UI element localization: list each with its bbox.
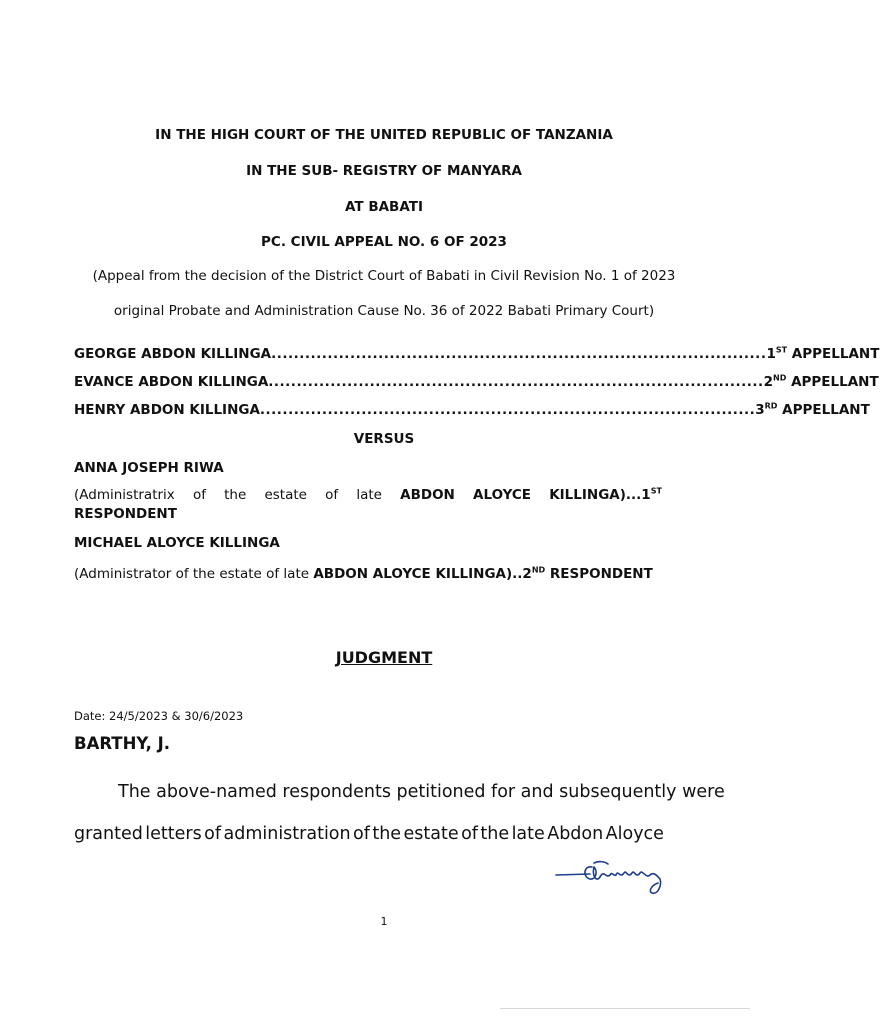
respondent-1-description [74,487,662,503]
respondent-1-name: ANNA JOSEPH RIWA [74,460,224,476]
signature-strokes [556,862,661,894]
ordinal: 2 [763,374,774,390]
respondent-2-name: MICHAEL ALOYCE KILLINGA [74,535,280,551]
appellant-2-role [764,374,879,390]
ordinal-suffix: ND [531,565,546,575]
page-number: 1 [380,915,388,928]
word: administration [223,824,351,844]
word: the [480,824,510,844]
respondent-1-role: RESPONDENT [74,506,177,522]
leader-dots: ........................................................................................ [259,402,756,418]
ordinal: 1 [766,346,776,362]
estate-name: ABDON ALOYCE KILLINGA)..2 [313,566,532,582]
respondent-1-ordinal [549,487,662,503]
scan-artifact-line [500,1008,750,1009]
leader-dots: ........................................................................................ [271,346,767,362]
word: of [192,487,206,503]
word: letters [145,824,202,844]
appellant-3 [74,401,870,418]
judgment-date: Date: 24/5/2023 & 30/6/2023 [74,709,244,723]
word: granted [74,824,143,844]
appeal-origin-line-1: (Appeal from the decision of the District Court of Babati in Civil Revision No. 1 of 2023 [92,268,676,284]
word: late [356,487,382,503]
word: the [372,824,402,844]
sub-registry: IN THE SUB- REGISTRY OF MANYARA [246,163,522,179]
judgment-heading: JUDGMENT [335,648,433,667]
word: of [353,824,370,844]
word: Abdon [547,824,604,844]
word: estate [264,487,307,503]
appellant-1-role [766,346,879,362]
versus-label: VERSUS [353,431,415,447]
word: Aloyce [605,824,664,844]
role-label: APPELLANT [791,374,879,390]
appellant-1-name: GEORGE ABDON KILLINGA [74,346,272,362]
description-text: (Administrator of the estate of late [74,566,314,582]
case-number: PC. CIVIL APPEAL NO. 6 OF 2023 [261,234,507,250]
appellant-3-role [755,402,870,418]
respondent-2-description [74,566,662,582]
court-location: AT BABATI [345,199,423,215]
role-label: APPELLANT [782,402,870,418]
appellant-1 [74,345,880,362]
word: of [204,824,222,844]
appellant-3-name: HENRY ABDON KILLINGA [74,402,260,418]
leader-dots: ........................................................................................ [268,374,764,390]
word: of [461,824,478,844]
ordinal-suffix: ND [773,373,787,383]
ordinal-suffix: ST [775,345,788,355]
ordinal-suffix: RD [764,401,778,411]
word: estate [403,824,459,844]
word: ALOYCE [473,487,532,503]
paragraph-line-2 [74,824,664,844]
court-title: IN THE HIGH COURT OF THE UNITED REPUBLIC OF TANZANIA [155,127,613,143]
word: of [325,487,339,503]
signature-mark [552,855,670,900]
role-label: APPELLANT [791,346,880,362]
judge-name: BARTHY, J. [74,734,171,753]
word: ABDON [400,487,455,503]
paragraph-line-1: The above-named respondents petitioned for and subsequently were [118,782,725,802]
word: late [511,824,545,844]
role-label: RESPONDENT [545,566,653,582]
word: KILLINGA)...1 [549,487,651,503]
ordinal-suffix: ST [650,486,662,496]
appellant-2 [74,373,879,390]
word: the [224,487,247,503]
ordinal: 3 [755,402,765,418]
appeal-origin-line-2: original Probate and Administration Cause No. 36 of 2022 Babati Primary Court) [113,303,655,319]
word: (Administratrix [74,487,175,503]
appellant-2-name: EVANCE ABDON KILLINGA [74,374,269,390]
